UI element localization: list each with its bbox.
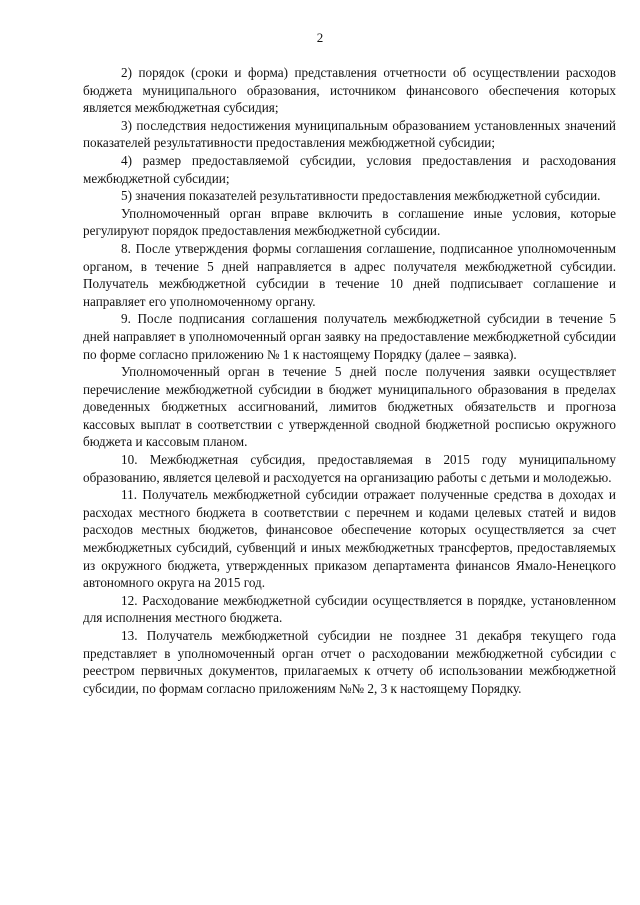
paragraph-indicator-values: 5) значения показателей результативности предоставления межбюджетной субсидии. xyxy=(121,188,601,204)
paragraph-additional-conditions: Уполномоченный орган вправе включить в соглашение иные условия, которые регулируют порядок предоставления межбюджетной субсидии. xyxy=(83,205,616,239)
paragraph-reporting-procedure: 2) порядок (сроки и форма) представления отчетности об осуществлении расходов бюджета муниципального образования, источником финансового обеспечения которых является межбюджетная субсидия; xyxy=(83,65,616,116)
paragraph-clause-12: 12. Расходование межбюджетной субсидии осуществляется в порядке, установленном для исполнения местного бюджета. xyxy=(83,592,616,626)
paragraph-transfer: Уполномоченный орган в течение 5 дней после получения заявки осуществляет перечисление межбюджетной субсидии в бюджет муниципального образования в пределах доведенных бюджетных ассигнований, лимитов бюджетных обязательств и прогноза кассовых выплат в соответствии с утвержденной сводной бюджетной росписью окружного бюджета и кассовым планом. xyxy=(83,364,616,450)
paragraph-clause-11: 11. Получатель межбюджетной субсидии отражает полученные средства в доходах и расходах местного бюджета в соответствии с перечнем и кодами целевых статей и видов расходов местных бюджетов, финансовое обеспечение которых осуществляется за счет межбюджетных субсидий, субвенций и иных межбюджетных трансфертов, предоставляемых из окружного бюджета, утвержденных приказом департамента финансов Ямало-Ненецкого автономного округа на 2015 год. xyxy=(83,487,616,591)
paragraph-clause-9: 9. После подписания соглашения получатель межбюджетной субсидии в течение 5 дней направляет в уполномоченный орган заявку на предоставление межбюджетной субсидии по форме согласно приложению № 1 к настоящему Порядку (далее – заявка). xyxy=(83,311,616,362)
paragraph-consequences: 3) последствия недостижения муниципальным образованием установленных значений показателей результативности предоставления межбюджетной субсидии; xyxy=(83,117,616,151)
paragraph-clause-8: 8. После утверждения формы соглашения соглашение, подписанное уполномоченным органом, в течение 5 дней направляется в адрес получателя межбюджетной субсидии. Получатель межбюджетной субсидии в течение 10 дней подписывает соглашение и направляет его уполномоченному органу. xyxy=(83,240,616,309)
paragraph-clause-10: 10. Межбюджетная субсидия, предоставляемая в 2015 году муниципальному образованию, является целевой и расходуется на организацию работы с детьми и молодежью. xyxy=(83,452,616,485)
document-body xyxy=(83,64,616,697)
page-number: 2 xyxy=(316,30,324,45)
paragraph-subsidy-size: 4) размер предоставляемой субсидии, условия предоставления и расходования межбюджетной субсидии; xyxy=(83,152,616,186)
paragraph-clause-13: 13. Получатель межбюджетной субсидии не позднее 31 декабря текущего года представляет в уполномоченный орган отчет о расходовании межбюджетной субсидии с реестром первичных документов, прилагаемых к отчету об использовании межбюджетной субсидии, по формам согласно приложениям №№ 2, 3 к настоящему Порядку. xyxy=(83,628,616,696)
